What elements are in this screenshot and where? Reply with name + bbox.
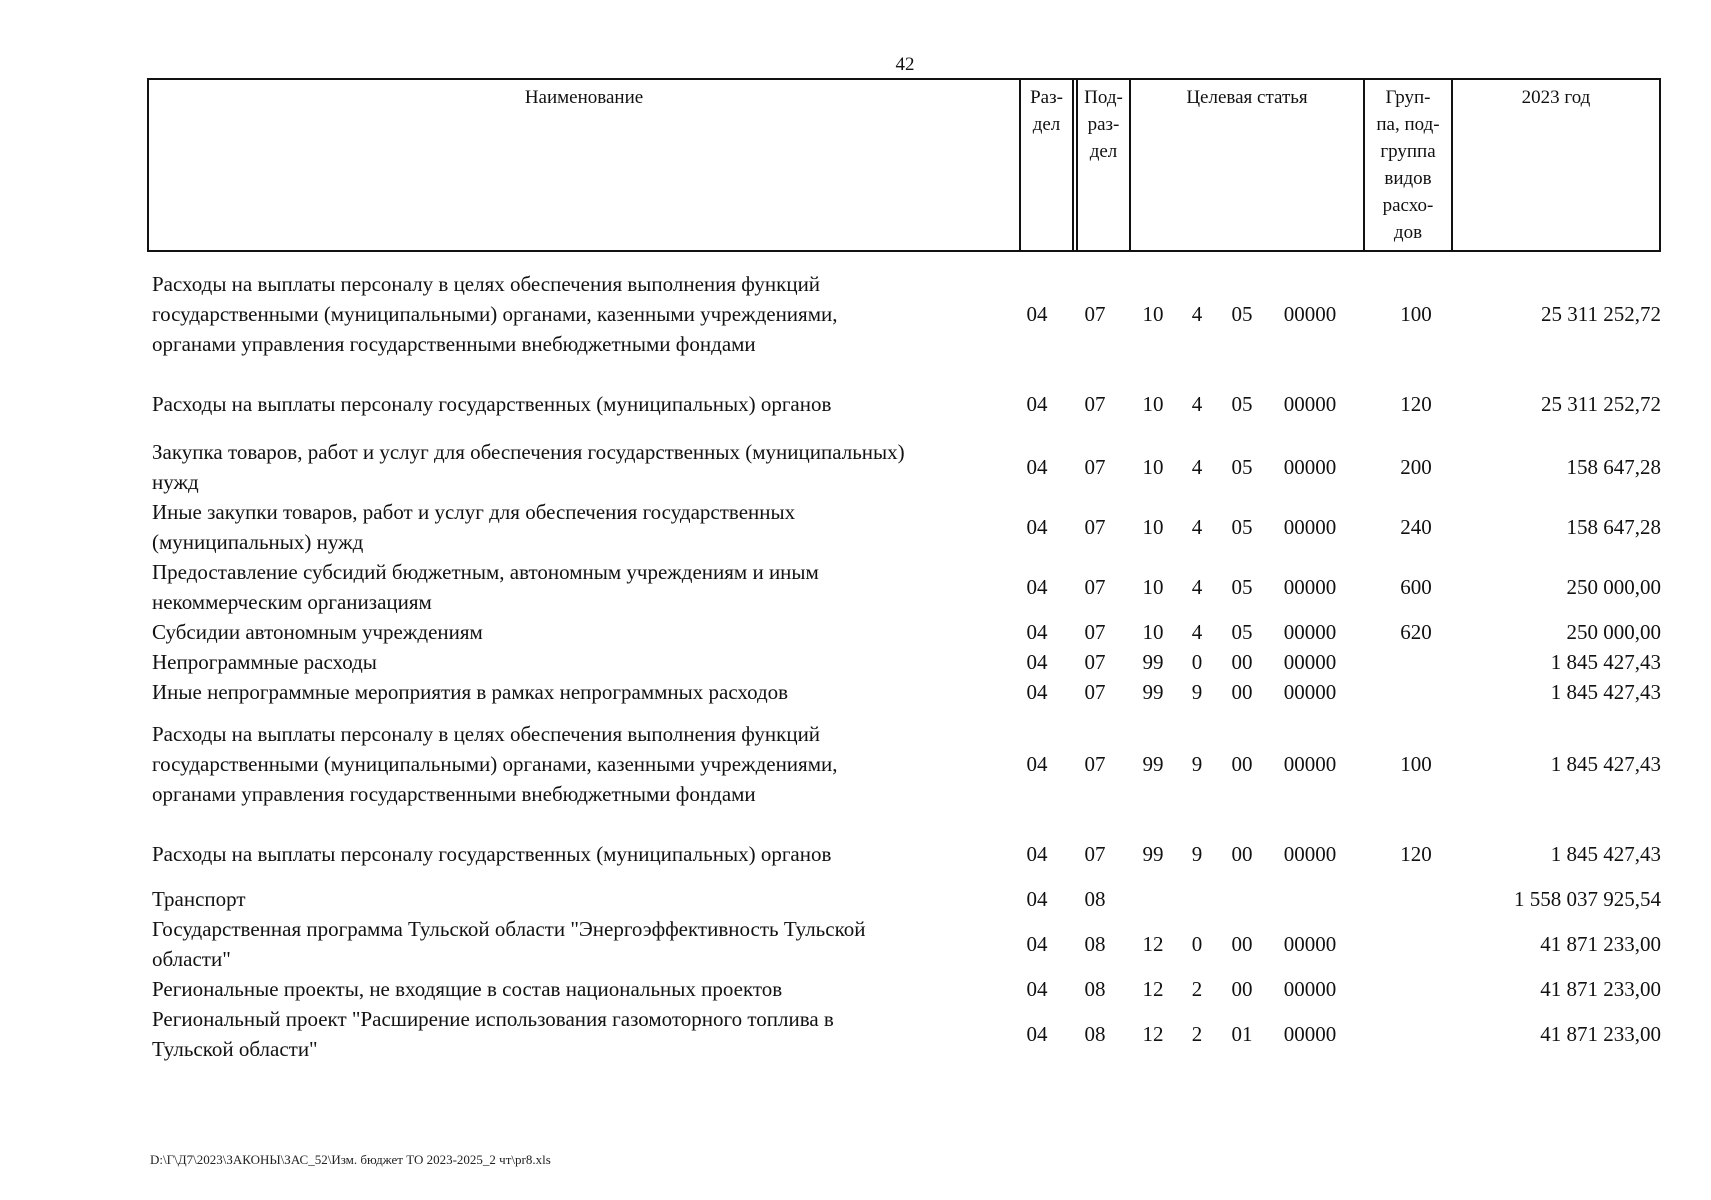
- row-podrazdel: 07: [1084, 680, 1106, 704]
- row-expense-group: 200: [1400, 455, 1432, 479]
- row-target-article-1: 12: [1142, 1022, 1164, 1046]
- row-amount-2023: 1 845 427,43: [1550, 842, 1661, 866]
- table-row: [152, 389, 1661, 419]
- row-target-article-2: 9: [1191, 842, 1203, 866]
- row-name: Предоставление субсидий бюджетным, автономным учреждениям и иным некоммерческим организациям: [152, 560, 819, 614]
- row-target-article-1: 99: [1142, 842, 1164, 866]
- row-expense-group: 120: [1400, 392, 1432, 416]
- row-target-article-4: 00000: [1283, 575, 1337, 599]
- row-podrazdel: 07: [1084, 515, 1106, 539]
- row-amount-2023: 1 558 037 925,54: [1514, 887, 1661, 911]
- row-expense-group: 120: [1400, 842, 1432, 866]
- row-amount-2023: 250 000,00: [1566, 575, 1661, 599]
- row-target-article-1: 12: [1142, 977, 1164, 1001]
- row-target-article-4: 00000: [1283, 515, 1337, 539]
- row-target-article-2: 4: [1191, 392, 1203, 416]
- table-row: [152, 884, 1661, 914]
- row-razdel: 04: [1026, 302, 1048, 326]
- header-celevaya-statya: Целевая статья: [1186, 87, 1308, 108]
- table-row: [152, 557, 1661, 617]
- table-row: [152, 974, 1661, 1004]
- row-amount-2023: 1 845 427,43: [1550, 680, 1661, 704]
- row-razdel: 04: [1026, 392, 1048, 416]
- page-number: 42: [895, 54, 915, 75]
- row-target-article-2: 4: [1191, 620, 1203, 644]
- row-podrazdel: 07: [1084, 575, 1106, 599]
- row-name: Непрограммные расходы: [152, 650, 377, 674]
- row-target-article-4: 00000: [1283, 932, 1337, 956]
- row-target-article-2: 0: [1191, 650, 1203, 674]
- table-row: [152, 719, 1661, 809]
- row-razdel: 04: [1026, 752, 1048, 776]
- row-razdel: 04: [1026, 515, 1048, 539]
- row-amount-2023: 158 647,28: [1566, 515, 1661, 539]
- row-target-article-2: 0: [1191, 932, 1203, 956]
- row-razdel: 04: [1026, 887, 1048, 911]
- row-target-article-3: 00: [1231, 932, 1253, 956]
- row-amount-2023: 1 845 427,43: [1550, 752, 1661, 776]
- row-target-article-2: 2: [1191, 977, 1203, 1001]
- row-target-article-1: 10: [1142, 392, 1164, 416]
- table-row: [152, 617, 1661, 647]
- row-amount-2023: 25 311 252,72: [1541, 302, 1661, 326]
- row-target-article-3: 05: [1231, 515, 1253, 539]
- row-target-article-4: 00000: [1283, 680, 1337, 704]
- header-name: Наименование: [524, 87, 644, 108]
- row-target-article-3: 05: [1231, 455, 1253, 479]
- row-expense-group: 600: [1400, 575, 1432, 599]
- file-path: D:\Г\Д7\2023\ЗАКОНЫ\ЗАС_52\Изм. бюджет ТО 2023-2025_2 чт\pr8.xls: [150, 1152, 551, 1167]
- row-razdel: 04: [1026, 620, 1048, 644]
- row-name: Региональный проект "Расширение использования газомоторного топлива в Тульской области": [152, 1007, 834, 1061]
- row-name: Закупка товаров, работ и услуг для обеспечения государственных (муниципальных) нужд: [152, 440, 905, 494]
- row-name: Субсидии автономным учреждениям: [152, 620, 483, 644]
- table-row: [152, 677, 1661, 707]
- row-name: Расходы на выплаты персоналу в целях обеспечения выполнения функций государственными (муниципальными) органами, казенными учреждениями, органами управления государственными внебюджетными фондами: [152, 272, 838, 356]
- row-podrazdel: 07: [1084, 392, 1106, 416]
- row-name: Расходы на выплаты персоналу в целях обеспечения выполнения функций государственными (муниципальными) органами, казенными учреждениями, органами управления государственными внебюджетными фондами: [152, 722, 838, 806]
- row-name: Иные закупки товаров, работ и услуг для обеспечения государственных (муниципальных) нужд: [152, 500, 796, 554]
- table-row: [152, 647, 1661, 677]
- row-podrazdel: 07: [1084, 302, 1106, 326]
- row-razdel: 04: [1026, 455, 1048, 479]
- row-amount-2023: 158 647,28: [1566, 455, 1661, 479]
- header-podrazdel: Под- раз- дел: [1084, 87, 1123, 162]
- table-row: [152, 437, 1661, 497]
- row-target-article-1: 99: [1142, 680, 1164, 704]
- row-target-article-3: 00: [1231, 752, 1253, 776]
- row-target-article-4: 00000: [1283, 302, 1337, 326]
- row-razdel: 04: [1026, 842, 1048, 866]
- row-target-article-3: 00: [1231, 977, 1253, 1001]
- row-target-article-1: 12: [1142, 932, 1164, 956]
- table-header: [147, 78, 1661, 252]
- row-target-article-1: 10: [1142, 302, 1164, 326]
- table-row: [152, 1004, 1661, 1064]
- table-row: [152, 914, 1661, 974]
- row-podrazdel: 07: [1084, 650, 1106, 674]
- row-target-article-1: 99: [1142, 650, 1164, 674]
- row-amount-2023: 250 000,00: [1566, 620, 1661, 644]
- row-target-article-1: 10: [1142, 515, 1164, 539]
- header-group: Груп- па, под- группа видов расхо- дов: [1376, 87, 1440, 243]
- row-name: Государственная программа Тульской области "Энергоэффективность Тульской области": [152, 917, 866, 971]
- row-target-article-2: 4: [1191, 302, 1203, 326]
- row-target-article-4: 00000: [1283, 455, 1337, 479]
- row-name: Иные непрограммные мероприятия в рамках непрограммных расходов: [152, 680, 789, 704]
- row-target-article-4: 00000: [1283, 842, 1337, 866]
- row-amount-2023: 41 871 233,00: [1540, 977, 1661, 1001]
- row-target-article-2: 4: [1191, 515, 1203, 539]
- row-razdel: 04: [1026, 680, 1048, 704]
- row-target-article-4: 00000: [1283, 752, 1337, 776]
- row-podrazdel: 08: [1084, 932, 1106, 956]
- row-podrazdel: 08: [1084, 977, 1106, 1001]
- row-target-article-1: 10: [1142, 620, 1164, 644]
- header-razdel: Раз- дел: [1030, 87, 1063, 135]
- row-target-article-2: 9: [1191, 752, 1203, 776]
- row-podrazdel: 07: [1084, 842, 1106, 866]
- row-podrazdel: 07: [1084, 752, 1106, 776]
- row-expense-group: 100: [1400, 752, 1432, 776]
- row-target-article-2: 4: [1191, 455, 1203, 479]
- row-target-article-1: 99: [1142, 752, 1164, 776]
- row-target-article-2: 9: [1191, 680, 1203, 704]
- row-name: Расходы на выплаты персоналу государственных (муниципальных) органов: [152, 842, 832, 866]
- row-target-article-1: 10: [1142, 575, 1164, 599]
- row-target-article-3: 00: [1231, 680, 1253, 704]
- row-amount-2023: 41 871 233,00: [1540, 1022, 1661, 1046]
- row-name: Региональные проекты, не входящие в состав национальных проектов: [152, 977, 783, 1001]
- row-podrazdel: 08: [1084, 1022, 1106, 1046]
- row-name: Транспорт: [152, 887, 246, 911]
- row-razdel: 04: [1026, 650, 1048, 674]
- header-year: 2023 год: [1521, 87, 1591, 108]
- row-razdel: 04: [1026, 977, 1048, 1001]
- row-target-article-4: 00000: [1283, 977, 1337, 1001]
- row-target-article-3: 00: [1231, 842, 1253, 866]
- row-razdel: 04: [1026, 932, 1048, 956]
- row-podrazdel: 08: [1084, 887, 1106, 911]
- row-target-article-3: 05: [1231, 392, 1253, 416]
- row-target-article-4: 00000: [1283, 650, 1337, 674]
- row-expense-group: 240: [1400, 515, 1432, 539]
- table-row: [152, 839, 1661, 869]
- row-target-article-2: 2: [1191, 1022, 1203, 1046]
- table-row: [152, 269, 1661, 359]
- row-razdel: 04: [1026, 575, 1048, 599]
- row-target-article-3: 05: [1231, 575, 1253, 599]
- row-target-article-4: 00000: [1283, 1022, 1337, 1046]
- row-target-article-3: 00: [1231, 650, 1253, 674]
- row-target-article-4: 00000: [1283, 392, 1337, 416]
- row-target-article-1: 10: [1142, 455, 1164, 479]
- row-amount-2023: 25 311 252,72: [1541, 392, 1661, 416]
- row-target-article-3: 01: [1231, 1022, 1253, 1046]
- row-target-article-4: 00000: [1283, 620, 1337, 644]
- row-expense-group: 100: [1400, 302, 1432, 326]
- row-target-article-3: 05: [1231, 302, 1253, 326]
- row-amount-2023: 1 845 427,43: [1550, 650, 1661, 674]
- row-name: Расходы на выплаты персоналу государственных (муниципальных) органов: [152, 392, 832, 416]
- row-podrazdel: 07: [1084, 455, 1106, 479]
- row-target-article-2: 4: [1191, 575, 1203, 599]
- table-row: [152, 497, 1661, 557]
- row-target-article-3: 05: [1231, 620, 1253, 644]
- row-podrazdel: 07: [1084, 620, 1106, 644]
- row-amount-2023: 41 871 233,00: [1540, 932, 1661, 956]
- row-razdel: 04: [1026, 1022, 1048, 1046]
- row-expense-group: 620: [1400, 620, 1432, 644]
